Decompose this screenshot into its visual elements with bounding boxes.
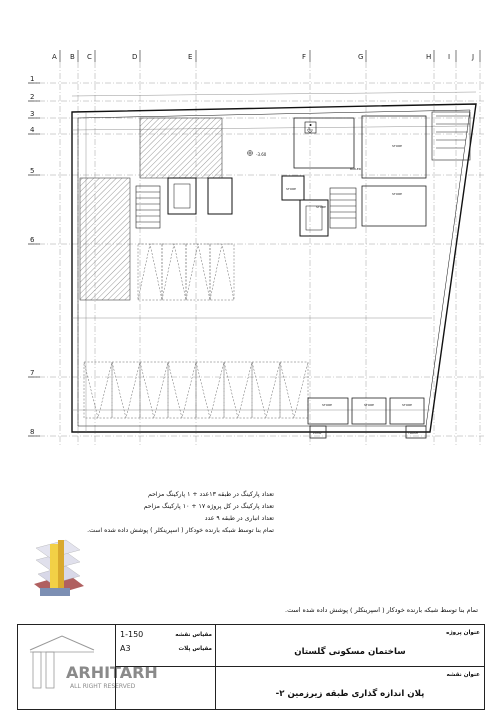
grid-row-label: 5 [30, 167, 35, 175]
map-label: عنوان نقشه [446, 672, 480, 678]
parking-stall [112, 362, 140, 418]
parking-stall [168, 362, 196, 418]
project-title: ساختمان مسکونی گلستان [294, 647, 406, 657]
parking-stall-mark [224, 362, 252, 418]
store-label: STORE [322, 403, 333, 407]
parking-stall [162, 244, 186, 300]
parking-stall [280, 362, 308, 418]
parking-stall-mark [168, 362, 196, 418]
key-plan-thumbnail [34, 540, 84, 596]
parking-stall [224, 362, 252, 418]
grid-column-label: G [358, 53, 364, 61]
store-label: STORE [392, 192, 403, 196]
paper-label: مقیاس پلات [178, 646, 212, 652]
note-line: تمام بنا توسط شبکه بارنده خودکار ( اسپرینکلر ) پوشش داده شده است. [87, 527, 274, 534]
grid-column-label: C [87, 53, 92, 61]
store-label: STORE [392, 144, 403, 148]
title-block-logo-cell [18, 625, 116, 709]
ramp-hatch [80, 118, 222, 300]
grid-column-label: E [188, 53, 193, 61]
dimension-lines [72, 92, 476, 432]
parking-stall-mark [196, 362, 224, 418]
store-label: STORE [364, 403, 375, 407]
svg-text:ARHITARH: ARHITARH [66, 663, 158, 682]
grid-row-label: 6 [30, 236, 35, 244]
parking-stall [210, 244, 234, 300]
elevation-marker-icon [248, 151, 253, 156]
grid-column-label: D [132, 53, 138, 61]
parking-stall-mark [162, 244, 186, 300]
grid-column-label: A [52, 53, 57, 61]
room-labels [256, 144, 418, 435]
elevation-label: -3.60 [256, 152, 267, 157]
note-line: تعداد انباری در طبقه ۹ عدد [204, 515, 274, 522]
store-label: STORE [402, 403, 413, 407]
grid-row-label: 7 [30, 369, 35, 377]
building-outline [72, 104, 476, 432]
rooms [294, 116, 426, 438]
title-block-map-cell [216, 667, 484, 709]
grid-column-label: B [70, 53, 75, 61]
parking-stall-mark [210, 244, 234, 300]
footer-note: تمام بنا توسط شبکه بارنده خودکار ( اسپرینکلر ) پوشش داده شده است. [285, 606, 478, 614]
scale-value: 1-150 [120, 630, 144, 639]
parking-stall-mark [112, 362, 140, 418]
grid-row-label: 8 [30, 428, 35, 436]
boiler-label: BOILER [350, 167, 361, 171]
parking-stall-mark [252, 362, 280, 418]
title-block-project-cell [216, 625, 484, 667]
title-block [17, 624, 485, 710]
parking-stall [196, 362, 224, 418]
scale-label: مقیاس نقشه [175, 632, 212, 638]
note-line: تعداد پارکینگ در طبقه ۱۳عدد + ۱ پارکینگ مزاحم [147, 491, 274, 498]
map-title: پلان اندازه گذاری طبقه زیرزمین ۲- [275, 689, 425, 699]
title-block-scale-cell [116, 625, 216, 709]
parking-stall-mark [138, 244, 162, 300]
grid-row-label: 1 [30, 75, 35, 83]
grid-column-label: J [472, 53, 475, 61]
grid-row-label: 4 [30, 126, 35, 134]
parking-stall [138, 244, 162, 300]
grid-column-label: H [426, 53, 432, 61]
grid-column-label: F [302, 53, 307, 61]
store-label: STORE [316, 205, 327, 209]
parking-stall-mark [84, 362, 112, 418]
parking-stall [140, 362, 168, 418]
pump-label: PUMP [313, 431, 322, 435]
parking-stall-mark [280, 362, 308, 418]
parking-stall [186, 244, 210, 300]
project-label: عنوان پروژه [446, 630, 480, 636]
grid-row-label: 2 [30, 93, 35, 101]
parking-stall [252, 362, 280, 418]
note-line: تعداد پارکینگ در کل پروژه ۱۷ + ۱۰ پارکینگ مزاحم [143, 503, 274, 510]
grid-row-label: 3 [30, 110, 35, 118]
paper-value: A3 [120, 644, 131, 653]
grid-column-label: I [448, 53, 451, 61]
parking-stall [84, 362, 112, 418]
svg-text:ALL RIGHT RESERVED: ALL RIGHT RESERVED [70, 683, 136, 690]
trash-label: TRASH [408, 431, 419, 435]
store-label: STORE [286, 187, 297, 191]
parking-stall-mark [186, 244, 210, 300]
parking-stall-mark [140, 362, 168, 418]
elevator-cores [168, 176, 328, 236]
